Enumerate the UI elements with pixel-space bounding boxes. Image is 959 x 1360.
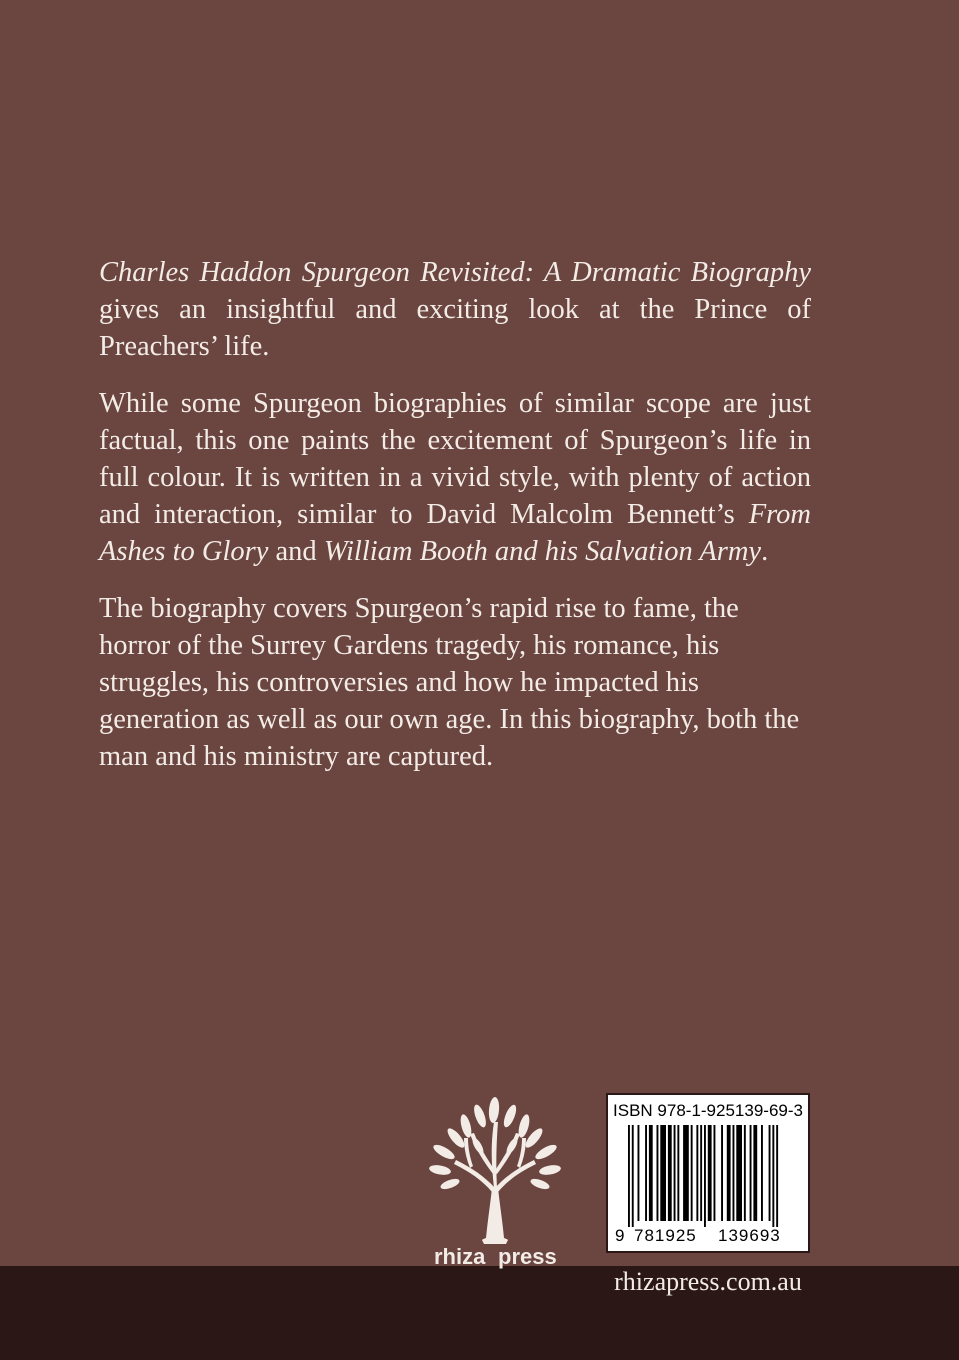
- barcode-bar: [736, 1125, 742, 1221]
- logo-text-rhiza: rhiza: [434, 1244, 486, 1269]
- blurb-text: While some Spurgeon biographies of similar scope are just factual, this one paints the excitement of Spurgeon’s life in full colour. It is written in a vivid style, with plenty of action and interaction, similar to David Malcolm Bennett’s: [99, 388, 811, 530]
- blurb-paragraph-3: The biography covers Spurgeon’s rapid rise to fame, the horror of the Surrey Gardens tragedy, his romance, his struggles, his controversies and how he impacted his generation as well as our own age. In this biography, both the man and his ministry are captured.: [99, 593, 800, 772]
- barcode-bar: [645, 1125, 647, 1221]
- barcode-bar: [750, 1125, 752, 1221]
- blurb-text: gives an insightful and exciting look at the Prince of Preachers’ life.: [99, 294, 811, 362]
- barcode-bar: [761, 1125, 763, 1221]
- barcode-bar: [733, 1125, 735, 1221]
- isbn-barcode: [606, 1093, 810, 1253]
- publisher-website: rhizapress.com.au: [614, 1267, 802, 1296]
- blurb-text: .: [761, 536, 769, 567]
- barcode-bar: [691, 1125, 693, 1221]
- publisher-logo: [420, 1088, 570, 1270]
- barcode-bar: [638, 1125, 640, 1221]
- barcode-digit-group-2: 139693: [718, 1226, 781, 1245]
- related-title-1: From Ashes to Glory: [99, 499, 811, 567]
- barcode-bar: [632, 1125, 634, 1227]
- blurb-paragraph-2: [99, 385, 811, 570]
- barcode-bar: [628, 1125, 630, 1227]
- barcode-digit-first: 9: [615, 1226, 626, 1245]
- barcode-bar: [657, 1125, 659, 1221]
- barcode-bar: [708, 1125, 712, 1221]
- barcode-bar: [696, 1125, 698, 1221]
- footer-band: [0, 1266, 959, 1360]
- blurb-paragraph-1: [99, 254, 811, 365]
- barcode-bar: [727, 1125, 731, 1221]
- barcode-bar: [660, 1125, 666, 1221]
- barcode-bar: [714, 1125, 716, 1221]
- barcode-bar: [683, 1125, 689, 1221]
- blurb-text: and: [268, 536, 324, 567]
- barcode-bar: [649, 1125, 653, 1221]
- barcode-bars: [628, 1125, 796, 1227]
- logo-text-press: press: [498, 1244, 557, 1269]
- isbn-label: ISBN 978-1-925139-69-3: [613, 1101, 803, 1120]
- barcode-bar: [704, 1125, 706, 1227]
- barcode-bar: [753, 1125, 757, 1221]
- barcode-bar: [772, 1125, 774, 1227]
- barcode-digit-group-1: 781925: [634, 1226, 697, 1245]
- barcode-bar: [674, 1125, 676, 1221]
- book-title: Charles Haddon Spurgeon Revisited: A Dramatic Biography: [99, 257, 811, 288]
- barcode-bar: [677, 1125, 679, 1221]
- barcode-bar: [700, 1125, 702, 1221]
- barcode-bar: [721, 1125, 723, 1221]
- back-cover-blurb: [99, 254, 811, 795]
- barcode-bar: [776, 1125, 778, 1227]
- barcode-bar: [769, 1125, 771, 1221]
- tree-icon: [420, 1088, 570, 1270]
- barcode-bar: [668, 1125, 672, 1221]
- barcode-bar: [744, 1125, 746, 1221]
- related-title-2: William Booth and his Salvation Army: [323, 536, 762, 567]
